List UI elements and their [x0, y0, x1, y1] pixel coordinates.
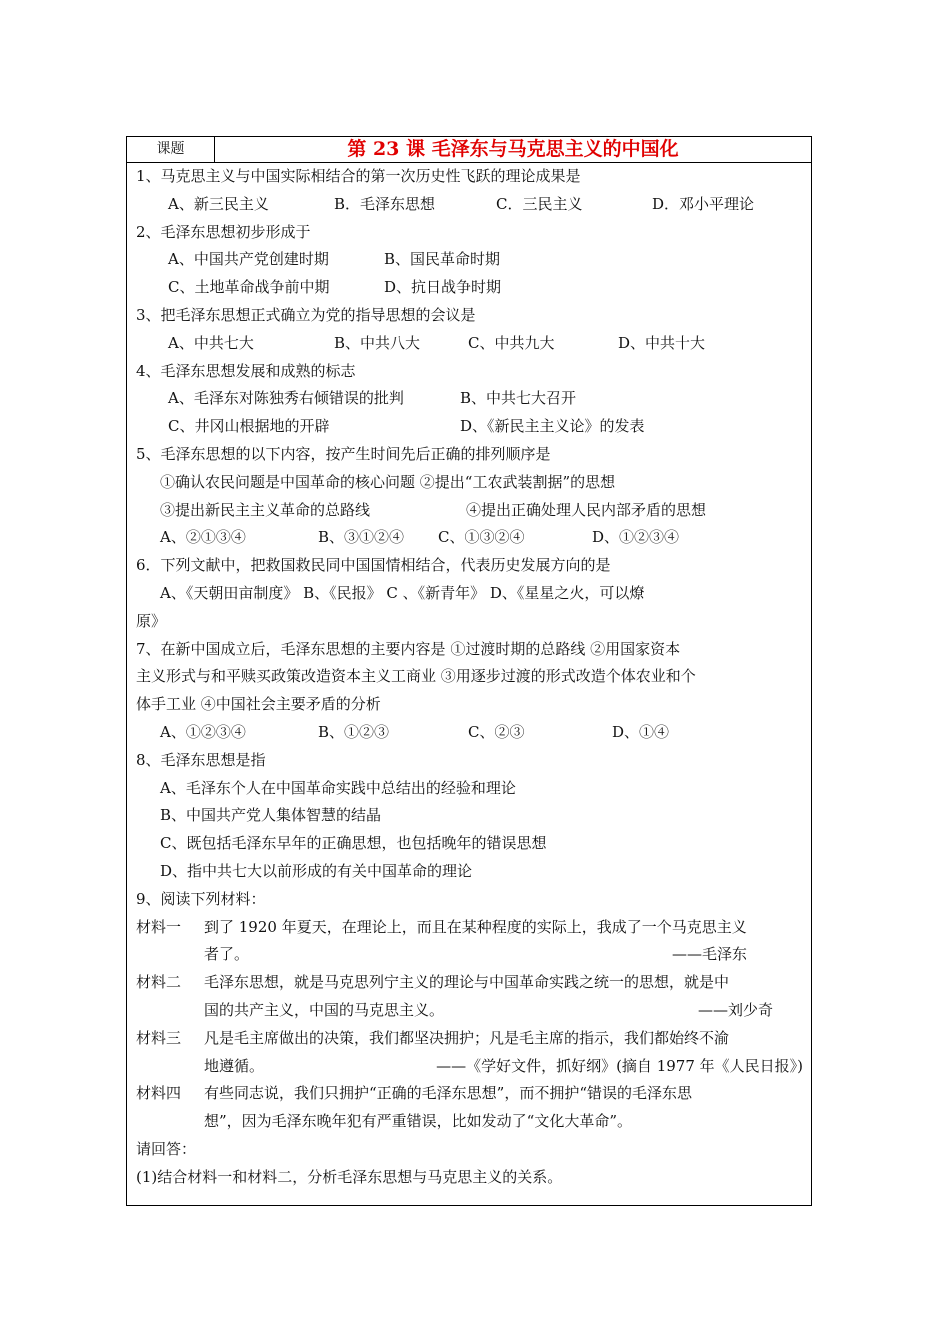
- q5-option-d: D、①②③④: [592, 528, 680, 547]
- material-2-label: 材料二: [136, 973, 182, 992]
- header-row: [127, 137, 811, 163]
- q2-option-c: C、土地革命战争前中期: [168, 278, 330, 297]
- q7-options: [136, 719, 803, 747]
- material-1: [136, 914, 803, 970]
- q2-option-a: A、中国共产党创建时期: [168, 250, 329, 269]
- q4-stem: 4、毛泽东思想发展和成熟的标志: [136, 361, 356, 380]
- q6-options-line2: 原》: [136, 611, 167, 630]
- q2-option-d: D、抗日战争时期: [384, 278, 502, 297]
- q9-ask: 请回答：: [136, 1139, 197, 1158]
- q6-stem: 6．下列文献中，把救国救民同中国国情相结合，代表历史发展方向的是: [136, 556, 611, 575]
- material-2: [136, 969, 803, 1025]
- q5-option-b: B、③①②④: [318, 528, 405, 547]
- lesson-title: 第 23 课 毛泽东与马克思主义的中国化: [347, 138, 679, 160]
- q8-option-a: A、毛泽东个人在中国革命实践中总结出的经验和理论: [160, 778, 516, 797]
- material-2-line1: 毛泽东思想，就是马克思列宁主义的理论与中国革命实践之统一的思想，就是中: [204, 973, 730, 992]
- q4-option-c: C、井冈山根据地的开辟: [168, 417, 330, 436]
- q5-item-4: ④提出正确处理人民内部矛盾的思想: [466, 500, 707, 519]
- material-2-line2: 国的共产主义，中国的马克思主义。: [204, 1000, 445, 1019]
- q8-stem: 8、毛泽东思想是指: [136, 750, 266, 769]
- q5-item-3: ③提出新民主主义革命的总路线: [160, 500, 371, 519]
- material-1-label: 材料一: [136, 917, 182, 936]
- q1-option-a: A、新三民主义: [168, 194, 269, 213]
- q5-items-row2: [136, 497, 803, 525]
- q3-option-d: D、中共十大: [618, 333, 706, 352]
- q3-stem: 3、把毛泽东思想正式确立为党的指导思想的会议是: [136, 305, 476, 324]
- q4-option-d: D、《新民主主义论》的发表: [460, 417, 645, 436]
- q4-options-row1: [136, 385, 803, 413]
- q4-options-row2: [136, 413, 803, 441]
- topic-label: 课题: [127, 137, 215, 162]
- q2-stem: 2、毛泽东思想初步形成于: [136, 222, 311, 241]
- q2-options-row2: [136, 274, 803, 302]
- q7-option-c: C、②③: [468, 722, 525, 741]
- q2-options-row1: [136, 246, 803, 274]
- material-4: [136, 1080, 803, 1136]
- material-4-line1: 有些同志说，我们只拥护“正确的毛泽东思想”，而不拥护“错误的毛泽东思: [204, 1084, 693, 1103]
- q7-option-d: D、①④: [612, 722, 670, 741]
- q8-option-d: D、指中共七大以前形成的有关中国革命的理论: [160, 861, 473, 880]
- q7-option-a: A、①②③④: [160, 722, 246, 741]
- q7-stem-line3: 体手工业 ④中国社会主要矛盾的分析: [136, 695, 381, 714]
- q7-stem-line1: 7、在新中国成立后，毛泽东思想的主要内容是 ①过渡时期的总路线 ②用国家资本: [136, 639, 681, 658]
- material-1-source: ——毛泽东: [671, 945, 747, 964]
- worksheet-table: [126, 136, 812, 1206]
- q7-option-b: B、①②③: [318, 722, 390, 741]
- material-3-line1: 凡是毛主席做出的决策，我们都坚决拥护；凡是毛主席的指示，我们都始终不渝: [204, 1028, 730, 1047]
- q5-option-c: C、①③②④: [438, 528, 525, 547]
- q2-option-b: B、国民革命时期: [384, 250, 501, 269]
- q4-option-a: A、毛泽东对陈独秀右倾错误的批判: [168, 389, 404, 408]
- q4-option-b: B、中共七大召开: [460, 389, 577, 408]
- q5-option-a: A、②①③④: [160, 528, 246, 547]
- q5-items-row1: ①确认农民问题是中国革命的核心问题 ②提出“工农武装割据”的思想: [160, 472, 616, 491]
- material-3-line2: 地遵循。: [204, 1056, 265, 1075]
- material-1-line1: 到了 1920 年夏天，在理论上，而且在某种程度的实际上，我成了一个马克思主义: [204, 917, 747, 936]
- material-4-label: 材料四: [136, 1084, 182, 1103]
- material-1-line2: 者了。: [204, 945, 250, 964]
- q3-option-c: C、中共九大: [468, 333, 555, 352]
- q8-option-c: C、既包括毛泽东早年的正确思想，也包括晚年的错误思想: [160, 834, 547, 853]
- q9-sub1: (1)结合材料一和材料二，分析毛泽东思想与马克思主义的关系。: [136, 1167, 563, 1186]
- q3-option-a: A、中共七大: [168, 333, 254, 352]
- q5-stem: 5、毛泽东思想的以下内容，按产生时间先后正确的排列顺序是: [136, 444, 551, 463]
- material-3-label: 材料三: [136, 1028, 182, 1047]
- material-4-line2: 想”，因为毛泽东晚年犯有严重错误，比如发动了“文化大革命”。: [204, 1112, 633, 1131]
- q9-stem: 9、阅读下列材料：: [136, 889, 266, 908]
- questions-body: [127, 163, 811, 1191]
- material-3: [136, 1025, 803, 1081]
- q1-option-d: D．邓小平理论: [652, 194, 755, 213]
- q3-option-b: B、中共八大: [334, 333, 421, 352]
- material-2-source: ——刘少奇: [697, 1000, 773, 1019]
- q3-options: [136, 330, 803, 358]
- q1-option-b: B．毛泽东思想: [334, 194, 436, 213]
- q1-options: [136, 191, 803, 219]
- q5-options: [136, 524, 803, 552]
- material-3-source: ——《学好文件，抓好纲》(摘自 1977 年《人民日报》): [436, 1056, 803, 1075]
- q6-options-line1: A、《天朝田亩制度》 B、《民报》 C 、《新青年》 D、《星星之火，可以燎: [160, 583, 645, 602]
- q8-option-b: B、中国共产党人集体智慧的结晶: [160, 806, 382, 825]
- q1-stem: 1、马克思主义与中国实际相结合的第一次历史性飞跃的理论成果是: [136, 167, 581, 185]
- q1-option-c: C．三民主义: [496, 194, 583, 213]
- q7-stem-line2: 主义形式与和平赎买政策改造资本主义工商业 ③用逐步过渡的形式改造个体农业和个: [136, 667, 696, 686]
